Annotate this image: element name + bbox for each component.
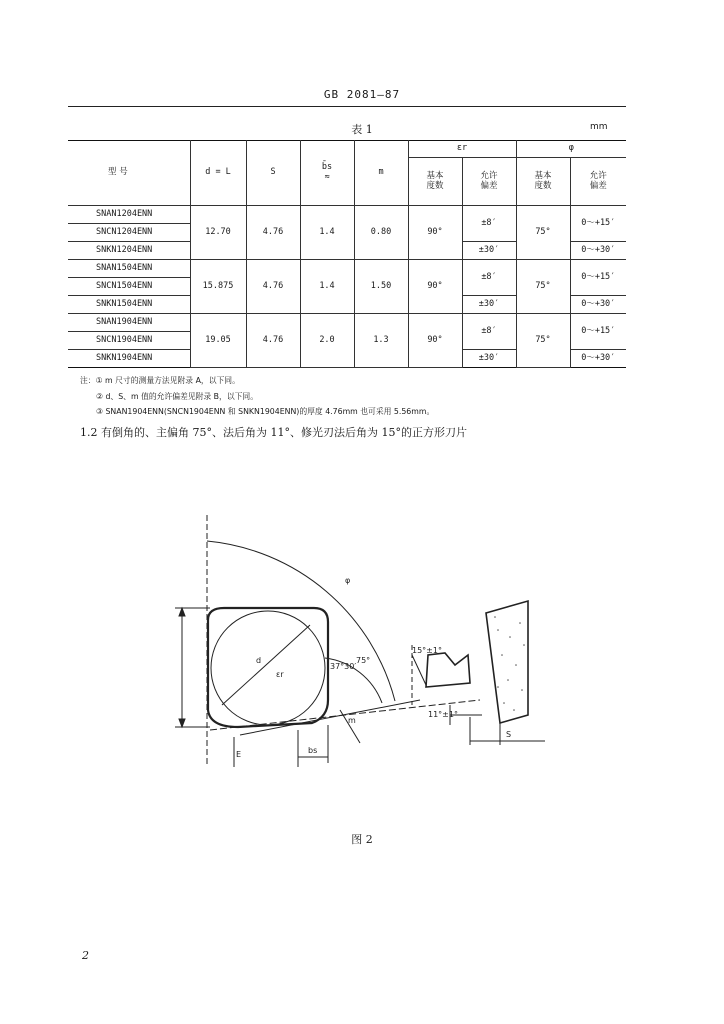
m-value: 1.3 [354,314,408,368]
bs-value: 2.0 [300,314,354,368]
m-dim-line [340,710,360,743]
header-eps: εr [408,141,516,158]
table-unit: mm [590,122,608,132]
s-value: 4.76 [246,206,300,260]
table-title: 表 1 [351,123,373,136]
header-s: S [246,141,300,206]
label-d: d [256,656,262,665]
header-model: 型 号 [68,141,190,206]
model-cell: SNKN1904ENN [68,350,190,368]
eps-basic-value: 90° [408,314,462,368]
spec-table [68,140,626,368]
standard-code-header: GB 2081—87 [323,88,401,101]
header-phi: φ [516,141,626,158]
label-bs: bs [308,746,318,755]
phi-basic-value: 75° [516,314,570,368]
label-75: 75° [356,656,371,665]
label-eps: εr [276,670,284,679]
page-number: 2 [82,949,89,962]
eps-tol-b: ±30′ [462,296,516,314]
header-phi-basic: 基本 度数 [516,158,570,206]
bs-value: 1.4 [300,260,354,314]
eps-tol-b: ±30′ [462,242,516,260]
header-eps-basic: 基本 度数 [408,158,462,206]
s-value: 4.76 [246,260,300,314]
phi-tol-a: 0～+15′ [570,314,626,350]
block-stipple [494,616,525,711]
phi-tol-b: 0～+30′ [570,296,626,314]
d-value: 15.875 [190,260,246,314]
header-d-l: d = L [190,141,246,206]
model-cell: SNCN1904ENN [68,332,190,350]
model-cell: SNAN1904ENN [68,314,190,332]
label-11: 11°±1° [428,710,458,719]
phi-tol-b: 0～+30′ [570,242,626,260]
note-1: 注：① m 尺寸的测量方法见附录 A，以下同。 [80,376,240,385]
label-phi: φ [345,576,351,585]
note-2: ② d、S、m 值的允许偏差见附录 B，以下同。 [96,392,259,401]
insert-drawing [150,505,570,785]
side-view-profile [426,653,470,687]
bs-value: 1.4 [300,206,354,260]
header-rule [68,106,626,107]
label-e: E [236,750,242,759]
angle-15-leader [412,655,426,685]
header-bs-symbol: b̄s [321,162,333,173]
label-15: 15°±1° [412,646,442,655]
phi-tol-a: 0～+15′ [570,260,626,296]
phi-basic-value: 75° [516,260,570,314]
d-value: 19.05 [190,314,246,368]
phi-tol-b: 0～+30′ [570,350,626,368]
phi-basic-value: 75° [516,206,570,260]
phi-tol-a: 0～+15′ [570,206,626,242]
insert-outline [208,608,328,727]
diameter-line [222,625,310,705]
insert-side-block [486,601,528,723]
model-cell: SNKN1204ENN [68,242,190,260]
cutting-edge-line [240,700,420,735]
m-value: 0.80 [354,206,408,260]
label-m: m [348,716,356,725]
note-3: ③ SNAN1904ENN(SNCN1904ENN 和 SNKN1904ENN)的厚度 4.76mm 也可采用 5.56mm。 [96,407,435,416]
label-3730: 37°30′ [330,662,357,671]
header-m: m [354,141,408,206]
d-value: 12.70 [190,206,246,260]
eps-tol-a: ±8′ [462,260,516,296]
section-heading: 1.2 有倒角的、主偏角 75°、法后角为 11°、修光刃法后角为 15°的正方形刀片 [80,426,467,439]
eps-basic-value: 90° [408,206,462,260]
eps-tol-a: ±8′ [462,314,516,350]
model-cell: SNKN1504ENN [68,296,190,314]
inscribed-circle [211,611,325,725]
eps-tol-b: ±30′ [462,350,516,368]
s-value: 4.76 [246,314,300,368]
model-cell: SNAN1504ENN [68,260,190,278]
header-eps-tol: 允许 偏差 [462,158,516,206]
header-phi-tol: 允许 偏差 [570,158,626,206]
figure-caption: 图 2 [351,833,373,846]
model-cell: SNCN1504ENN [68,278,190,296]
header-bs [300,141,354,206]
header-bs-approx: ≈ [324,172,330,182]
m-value: 1.50 [354,260,408,314]
model-cell: SNCN1204ENN [68,224,190,242]
label-s: S [506,730,512,739]
eps-tol-a: ±8′ [462,206,516,242]
eps-basic-value: 90° [408,260,462,314]
insert-figure [150,505,570,785]
model-cell: SNAN1204ENN [68,206,190,224]
